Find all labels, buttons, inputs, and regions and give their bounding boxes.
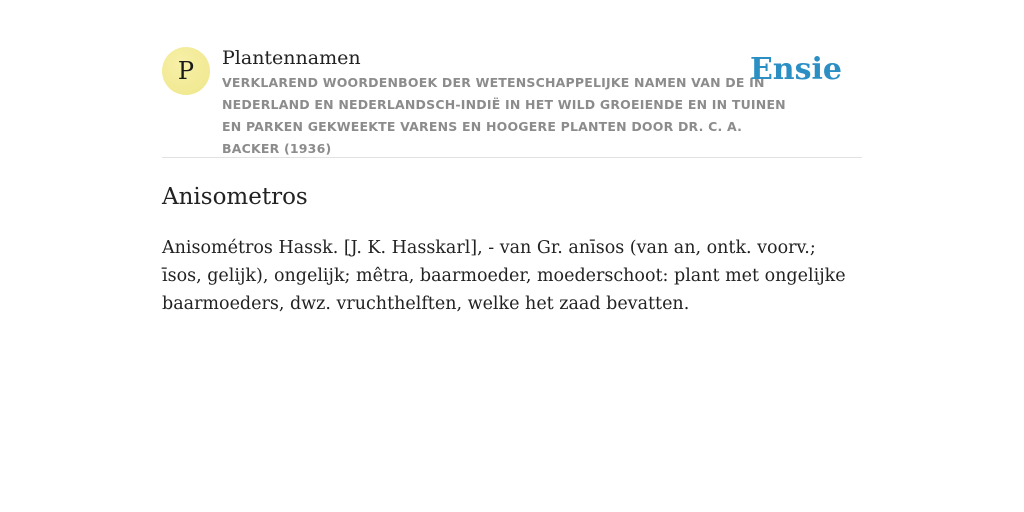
entry-title: Anisometros bbox=[162, 184, 308, 210]
ensie-logo-link[interactable]: Ensie bbox=[749, 52, 842, 87]
entry-body: Anisométros Hassk. [J. K. Hasskarl], - van Gr. anīsos (van an, ontk. voorv.; īsos, gelijk), ongelijk; mêtra, baarmoeder, moederschoot: plant met ongelijke baarmoeders, dwz. vruchthelften, welke het zaad bevatten. bbox=[162, 238, 846, 314]
source-header bbox=[162, 46, 862, 158]
source-title[interactable]: Plantennamen bbox=[222, 47, 361, 69]
source-avatar: P bbox=[162, 47, 210, 95]
source-subtitle: VERKLAREND WOORDENBOEK DER WETENSCHAPPELIJKE NAMEN VAN DE IN NEDERLAND EN NEDERLANDSCH-INDIË IN HET WILD GROEIENDE EN IN TUINEN EN PARKEN GEKWEEKTE VARENS EN HOOGERE PLANTEN DOOR DR. C. A. BACKER (1936) bbox=[222, 75, 786, 156]
